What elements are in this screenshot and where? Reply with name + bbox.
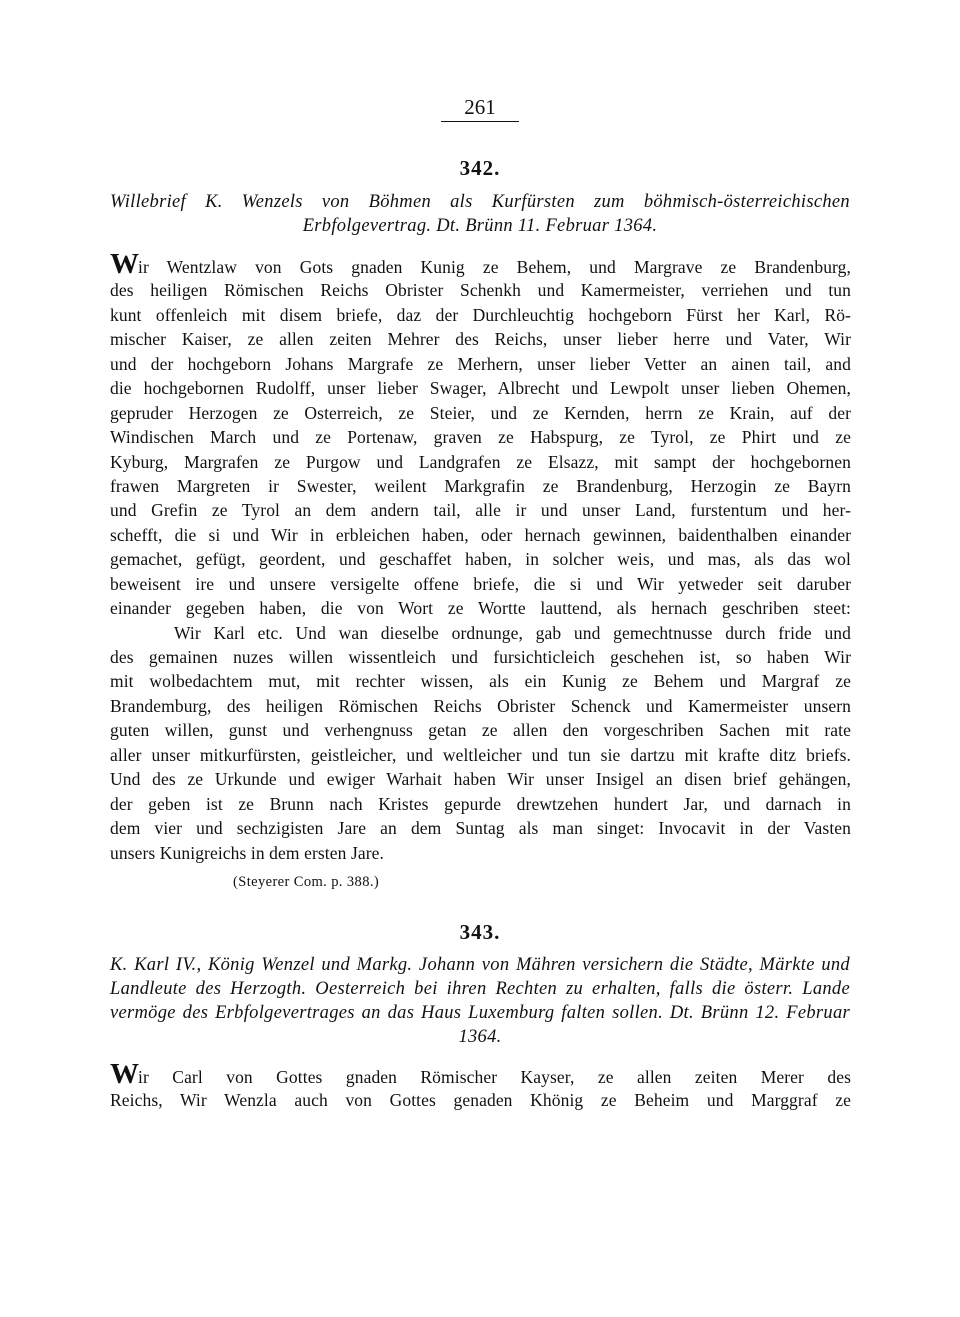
body-line: schefft, die si und Wir in erbleichen haben, oder hernach gewinnen, baidenthalben einander — [110, 524, 851, 545]
body-line: und der hochgeborn Johans Margrafe ze Merhern, unser lieber Vetter an ainen tail, and — [110, 353, 851, 374]
document-number-343: 343. — [459, 920, 501, 944]
body-line: Wir Wentzlaw von Gots gnaden Kunig ze Behem, und Margrave ze Brandenburg, — [110, 248, 851, 280]
body-line: aller unser mitkurfürsten, geistleicher, und weltleicher und tun sie dartzu mit krafte ditz briefs. — [110, 744, 851, 765]
page-number-rule — [441, 121, 519, 122]
body-line: kunt offenleich mit disem briefe, daz der Durchleuchtig hochgeborn Fürst her Karl, Rö- — [110, 304, 851, 325]
body-line: des gemainen nuzes willen wissentleich und fursichticleich geschehen ist, so haben Wir — [110, 647, 851, 667]
drop-initial: W — [110, 1058, 138, 1090]
body-line: gepruder Herzogen ze Osterreich, ze Steier, und ze Kernden, herrn ze Krain, auf der — [110, 402, 851, 423]
body-line: Und des ze Urkunde und ewiger Warhait haben Wir unser Insigel an disen brief gehängen, — [110, 769, 851, 790]
document-body-343 — [110, 1058, 851, 1113]
body-line: und Grefin ze Tyrol an dem andern tail, alle ir und unser Land, furstentum und her- — [110, 500, 851, 521]
body-line: Wir Karl etc. Und wan dieselbe ordnunge, gab und gemechtnusse durch fride und — [174, 622, 851, 643]
body-line: guten willen, gunst und verhengnuss getan ze allen den vorgeschriben Sachen mit rate — [110, 720, 851, 741]
body-line: Windischen March und ze Portenaw, graven ze Habspurg, ze Tyrol, ze Phirt und ze — [110, 427, 851, 448]
body-line: beweisent ire und unsere versigelte offene briefe, die si und Wir yetweder seit daruber — [110, 573, 851, 594]
body-line: Kyburg, Margrafen ze Purgow und Landgrafen ze Elsazz, mit sampt der hochgebornen — [110, 451, 851, 472]
document-number-342: 342. — [459, 156, 501, 180]
body-line: dem vier und sechzigisten Jare an dem Suntag als man singet: Invocavit in der Vasten — [110, 818, 851, 839]
body-line: Brandemburg, des heiligen Römischen Reichs Obrister Schenck und Kamermeister unsern — [110, 695, 851, 716]
body-line: unsers Kunigreichs in dem ersten Jare. — [110, 842, 384, 863]
body-line: Reichs, Wir Wenzla auch von Gottes genaden Khönig ze Beheim und Marggraf ze — [110, 1090, 851, 1111]
document-body-342 — [110, 248, 851, 865]
body-line: mischer Kaiser, ze allen zeiten Mehrer des Reichs, unser lieber herre und Vater, Wir — [110, 329, 851, 350]
body-line: des heiligen Römischen Reichs Obrister Schenkh und Kamermeister, verriehen und tun — [110, 280, 851, 301]
body-line: mit wolbedachtem mut, mit rechter wissen, als ein Kunig ze Behem und Margraf ze — [110, 671, 851, 692]
body-line: einander gegeben haben, die von Wort ze Wortte lauttend, als hernach geschriben steet: — [110, 598, 851, 619]
source-citation: (Steyerer Com. p. 388.) — [233, 874, 380, 890]
body-line: Wir Carl von Gottes gnaden Römischer Kayser, ze allen zeiten Merer des — [110, 1058, 851, 1090]
document-heading-343: K. Karl IV., König Wenzel und Markg. Johann von Mähren versichern die Städte, Märkte und Landleute des Herzogth. Oesterreich bei ihren Rechten zu erhalten, falls die österr. Lande vermöge des Erbfolgevertrages an das Haus Luxemburg falten sollen. Dt. Brünn 12. Februar 1364. — [110, 955, 850, 1047]
body-line: die hochgebornen Rudolff, unser lieber Swager, Albrecht und Lewpolt unser lieben Ohemen, — [110, 378, 851, 399]
body-line: gemachet, gefügt, geordent, und geschaffet haben, in solcher weis, und mas, als das wol — [110, 549, 851, 570]
body-line: frawen Margreten ir Swester, weilent Markgrafin ze Brandenburg, Herzogin ze Bayrn — [110, 475, 851, 496]
document-heading-342: Willebrief K. Wenzels von Böhmen als Kurfürsten zum böhmisch-österreichischen Erbfolgevertrag. Dt. Brünn 11. Februar 1364. — [110, 192, 850, 236]
page-number: 261 — [464, 95, 496, 119]
drop-initial: W — [110, 248, 138, 280]
body-line: der geben ist ze Brunn nach Kristes gepurde drewtzehen hundert Jar, und darnach in — [110, 793, 851, 814]
